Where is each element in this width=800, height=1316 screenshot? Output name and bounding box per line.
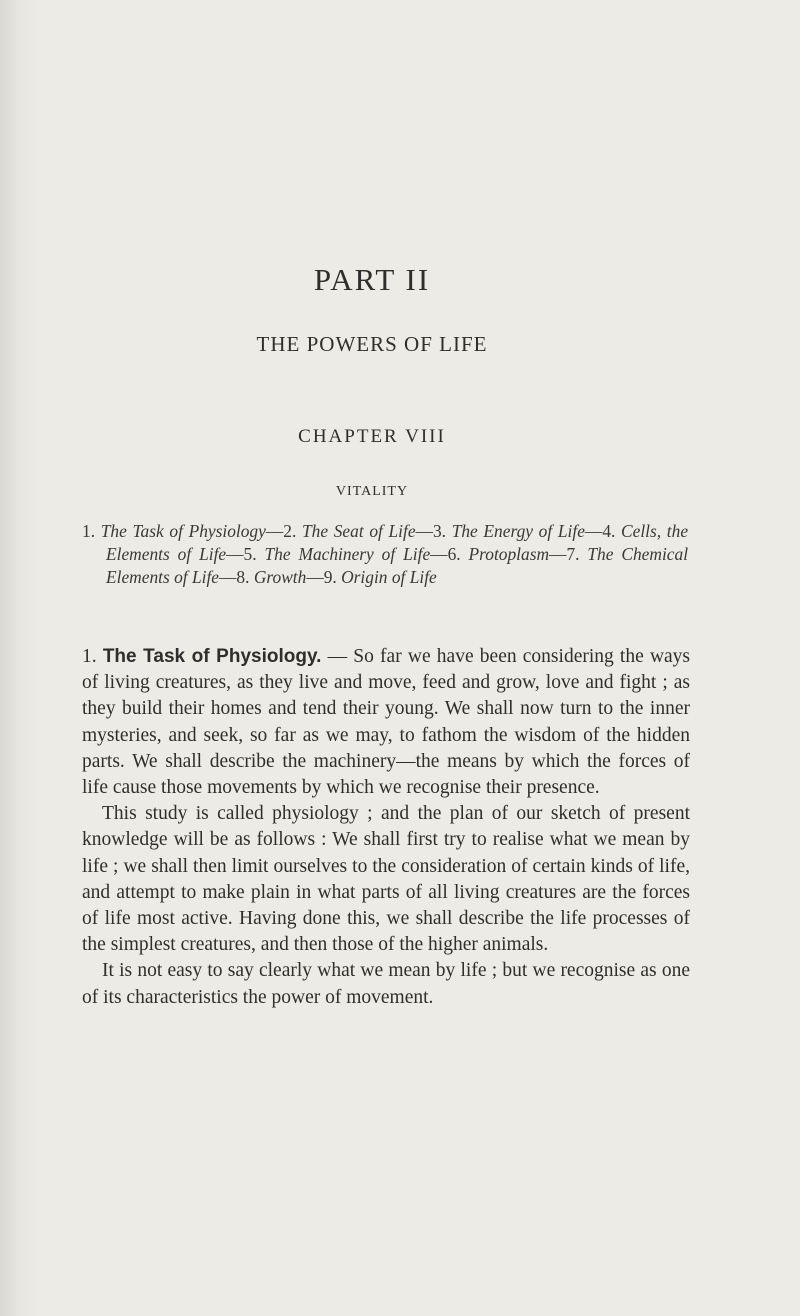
synopsis-separator: — <box>306 567 324 587</box>
section-paragraph-2: This study is called physiology ; and the plan of our sketch of present knowledge will be as follows : We shall first try to realise what we mean by life ; we shall then limit ourselves to the consideration of certain kinds of life, and attempt to make plain in what parts of all living creatures are the forces of life most active. Having done this, we shall describe the life processes of the simplest creatures, and then those of the higher animals. <box>82 803 690 956</box>
synopsis-number: 5. <box>243 544 265 564</box>
synopsis-number: 8. <box>236 567 254 587</box>
section-number: 1. <box>82 646 103 667</box>
section-paragraph-3: It is not easy to say clearly what we mean by life ; but we recognise as one of its characteristics the power of movement. <box>82 960 690 1008</box>
synopsis-title: Origin of Life <box>341 567 437 587</box>
synopsis-title: The Task of Physiology <box>100 521 266 541</box>
synopsis-title: The Energy of Life <box>451 521 585 541</box>
synopsis-number: 6. <box>447 544 469 564</box>
section-paragraph-text: So far we have been considering the ways of living creatures, as they live and move, feed and grow, love and fight ; as they build their homes and tend their young. We shall now turn to the inner mysteries, and seek, so far as we may, to fathom the wisdom of the hidden parts. We shall describe the machinery—the means by which the forces of life cause those movements by which we recognise their presence. <box>82 646 691 799</box>
chapter-synopsis <box>82 520 688 589</box>
part-title: PART II <box>313 262 431 297</box>
synopsis-title: The Seat of Life <box>301 521 416 541</box>
synopsis-separator: — <box>226 544 244 564</box>
synopsis-separator: — <box>430 544 448 564</box>
synopsis-separator: — <box>219 567 237 587</box>
synopsis-number: 9. <box>323 567 342 587</box>
synopsis-number: 7. <box>566 544 588 564</box>
part-subtitle: THE POWERS OF LIFE <box>256 332 488 356</box>
section-dash: — <box>321 646 354 667</box>
synopsis-number: 2. <box>283 521 302 541</box>
synopsis-separator: — <box>415 521 433 541</box>
section-body <box>82 644 690 1011</box>
section-paragraph-1 <box>82 644 690 801</box>
synopsis-title: Cells, the Elements of Life <box>106 521 689 564</box>
synopsis-paragraph <box>82 520 688 589</box>
synopsis-title: Growth <box>253 567 307 587</box>
synopsis-number: 1. <box>82 521 101 541</box>
chapter-subtitle: VITALITY <box>335 484 409 499</box>
synopsis-title: The Chemical Elements of Life <box>106 544 689 587</box>
synopsis-title: Protoplasm <box>468 544 550 564</box>
section-heading: The Task of Physiology. <box>102 646 322 667</box>
synopsis-number: 3. <box>432 521 452 541</box>
synopsis-separator: — <box>549 544 567 564</box>
synopsis-separator: — <box>584 521 603 541</box>
chapter-title: CHAPTER VIII <box>298 426 446 447</box>
synopsis-title: The Machinery of Life <box>264 544 431 564</box>
synopsis-separator: — <box>265 521 284 541</box>
synopsis-number: 4. <box>602 521 622 541</box>
